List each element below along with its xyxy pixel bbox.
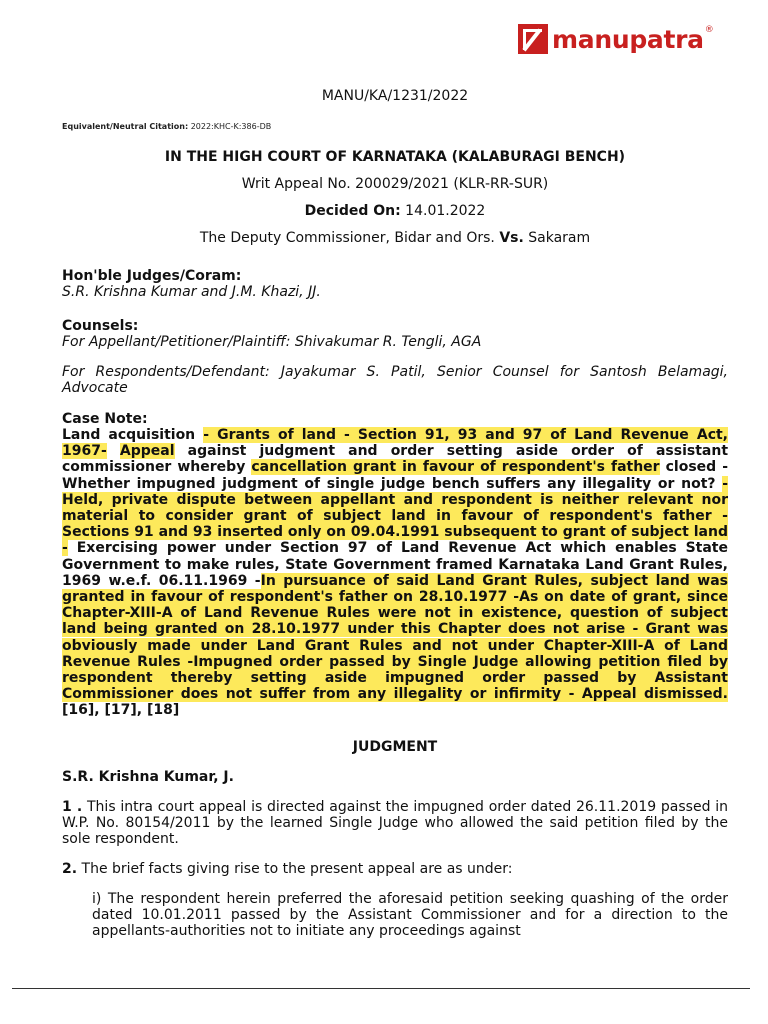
decided-on-label: Decided On:	[304, 203, 401, 219]
paragraph-2-text: The brief facts giving rise to the present appeal are as under:	[77, 860, 513, 877]
case-note-text	[62, 427, 728, 719]
decided-on-value: 14.01.2022	[400, 203, 486, 219]
equivalent-citation-value: 2022:KHC-K:386-DB	[188, 122, 272, 131]
brand-name: manupatra	[552, 24, 704, 54]
court-title: IN THE HIGH COURT OF KARNATAKA (KALABURAGI BENCH)	[164, 149, 626, 165]
case-note-highlight: cancellation grant in favour of respondent's father	[251, 459, 660, 476]
case-note-highlight: In pursuance of said Land Grant Rules, subject land was granted in favour of respondent's father on 28.10.1977 -As on date of grant, since Chapter-XIII-A of Land Revenue Rules were not in existence, question of subject land being granted on 28.10.1977 under this Chapter does not arise - Grant was obviously made under Land Grant Rules and not under Chapter-XIII-A of Land Revenue Rules -Impugned order passed by Single Judge allowing petition filed by respondent thereby setting aside impugned order passed by Assistant Commissioner does not suffer from any illegality or infirmity - Appeal dismissed.	[62, 572, 729, 703]
case-note-highlight: - Grants of land - Section 91, 93 and 97 of Land Revenue Act, 1967-	[62, 427, 728, 460]
case-note-highlight: - Held, private dispute between appellant and respondent is neither relevant nor material to consider grant of subject land in favour of respondent's father - Sections 91 and 93 inserted only on 09.04.1991 subsequent to grant of subject land -	[62, 475, 728, 557]
paragraph-2	[62, 861, 728, 877]
equivalent-citation-label: Equivalent/Neutral Citation:	[62, 122, 189, 131]
judgment-heading: JUDGMENT	[352, 738, 438, 755]
paragraph-1-number: 1 .	[62, 798, 83, 815]
coram-judges: S.R. Krishna Kumar and J.M. Khazi, JJ.	[62, 284, 321, 300]
page-footer-divider	[12, 988, 750, 989]
party-appellant: The Deputy Commissioner, Bidar and Ors.	[199, 230, 500, 246]
coram-heading: Hon'ble Judges/Coram:	[62, 268, 242, 284]
paragraph-2-i: i) The respondent herein preferred the aforesaid petition seeking quashing of the order dated 10.01.2011 passed by the Assistant Commissioner and for a direction to the appellants-authorities not to initiate any proceedings against	[92, 890, 728, 939]
registered-mark: ®	[704, 25, 714, 35]
case-note-segment: [16], [17], [18]	[62, 702, 180, 719]
document-body	[62, 80, 728, 939]
counsels-heading: Counsels:	[62, 318, 139, 334]
counsel-appellant: For Appellant/Petitioner/Plaintiff: Shivakumar R. Tengli, AGA	[62, 334, 482, 350]
case-parties	[62, 230, 728, 246]
case-note-heading: Case Note:	[62, 411, 148, 427]
manupatra-logo-icon	[518, 24, 548, 54]
manu-citation: MANU/KA/1231/2022	[321, 88, 469, 104]
paragraph-1-text: This intra court appeal is directed against the impugned order dated 26.11.2019 passed in W.P. No. 80154/2011 by the learned Single Judge who allowed the said petition filed by the sole respondent.	[62, 798, 728, 847]
case-note-segment: closed - Whether impugned judgment of single judge bench suffers any illegality or not?	[62, 459, 729, 492]
paragraph-1	[62, 799, 728, 847]
case-note-segment	[107, 443, 120, 459]
counsel-respondent: For Respondents/Defendant: Jayakumar S. Patil, Senior Counsel for Santosh Belamagi, Advocate	[62, 364, 728, 396]
brand-logo	[518, 22, 718, 56]
equivalent-citation	[62, 122, 728, 131]
party-respondent: Sakaram	[523, 230, 591, 246]
case-note-highlight: Appeal	[119, 443, 175, 460]
writ-appeal-number: Writ Appeal No. 200029/2021 (KLR-RR-SUR)	[241, 176, 549, 192]
paragraph-2-number: 2.	[62, 860, 78, 877]
judge-name: S.R. Krishna Kumar, J.	[62, 768, 234, 785]
case-note-segment: Land acquisition	[62, 427, 204, 443]
versus-label: Vs.	[499, 230, 524, 246]
case-note-segment: Exercising power under Section 97 of Land Revenue Act which enables State Government to make rules, State Government framed Karnataka Land Grant Rules, 1969 w.e.f. 06.11.1969 -	[62, 540, 728, 589]
decided-on	[62, 203, 728, 219]
case-note-segment: against judgment and order setting aside order of assistant commissioner whereby	[62, 443, 729, 476]
